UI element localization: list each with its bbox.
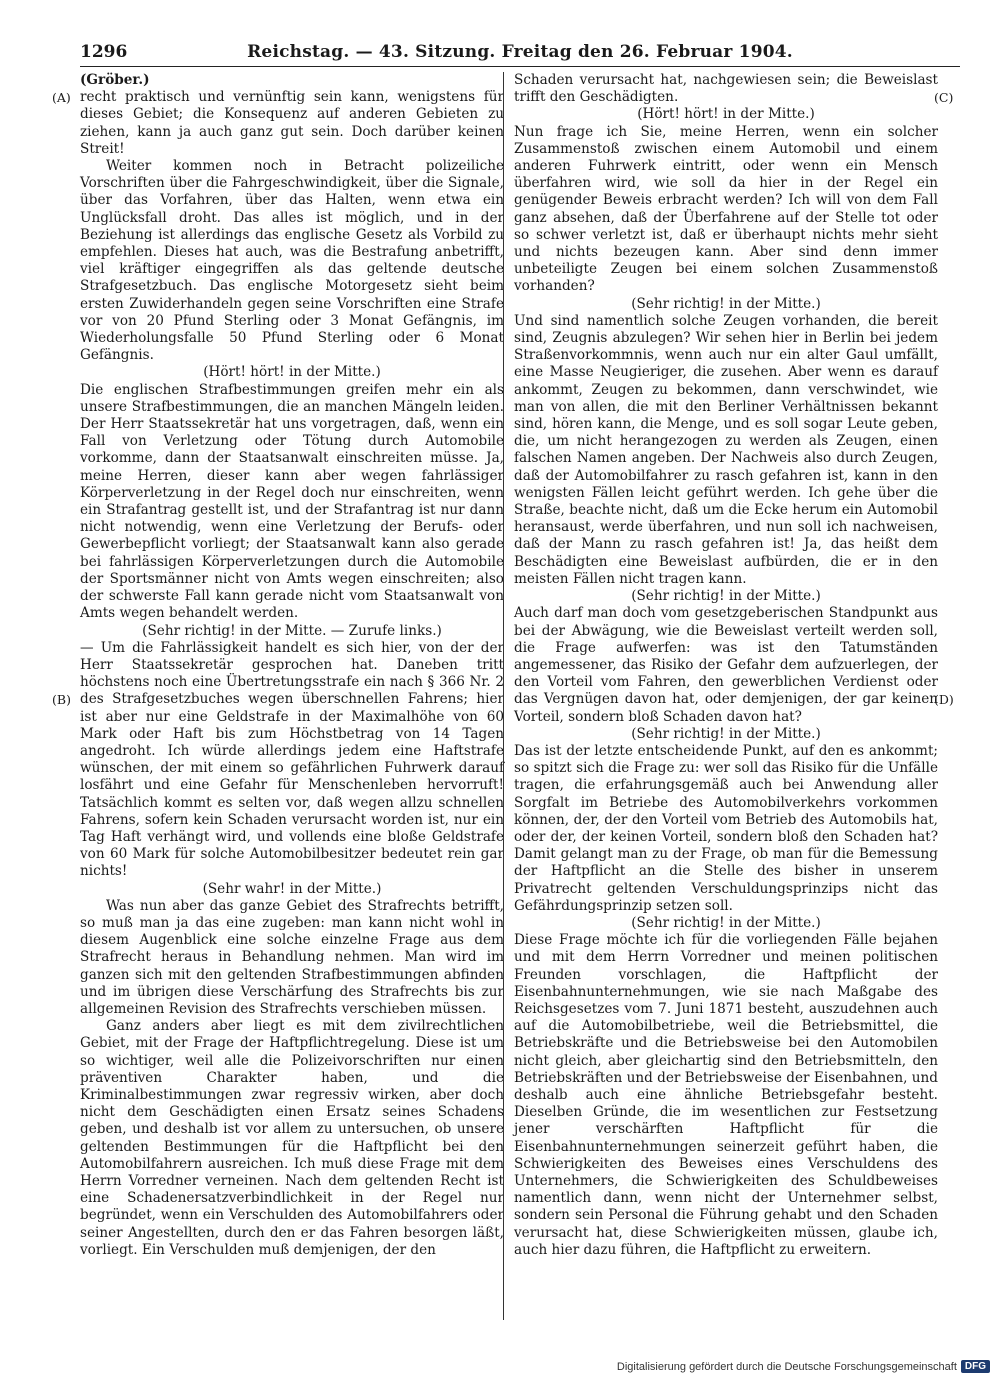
right-column xyxy=(514,72,938,1259)
paragraph: Auch darf man doch vom gesetzgeberischen Standpunkt aus bei der Abwägung, wie die Beweislast verteilt werden soll, die Frage aufwerfen: was ist den Tatumständen angemessener, das Risiko der Gefahr dem aufzuerlegen, der den Vorteil vom Fahren, den gewerblichen Verdienst oder das Vergnügen davon hat, oder demjenigen, der gar keinen Vorteil, sondern bloß Schaden davon hat? xyxy=(514,605,938,725)
footer xyxy=(617,1360,990,1373)
paragraph: Schaden verursacht hat, nachgewiesen sein; die Beweislast trifft den Geschädigten. xyxy=(514,72,938,106)
interjection: (Sehr richtig! in der Mitte.) xyxy=(631,725,821,742)
paragraph: Nun frage ich Sie, meine Herren, wenn ein solcher Zusammenstoß zwischen einem Automobil und einem anderen Fuhrwerk eintritt, oder wenn ein Mensch überfahren wird, wie soll da hier in der Regel ein genügender Beweis erbracht werden? Ich will von dem Fall ganz absehen, daß der Überfahrene auf der Stelle tot oder so schwer verletzt ist, daß er überhaupt nichts mehr sieht und nichts bezeugen kann. Aber sind denn immer unbeteiligte Zeugen bei einem solchen Zusammenstoß vorhanden? xyxy=(514,123,938,295)
paragraph: Diese Frage möchte ich für die vorliegenden Fälle bejahen und mit dem Herrn Vorredner und meinen politischen Freunden vorschlagen, die Haftpflicht der Eisenbahnunternehmungen, wie sie nach Maßgabe des Reichsgesetzes vom 7. Juni 1871 besteht, auszudehnen auch auf die Automobilbetriebe, weil die Betriebsmittel, die Betriebskräfte und die Betriebsweise bei den Automobilen nicht gleich, aber gleichartig sind den Betriebsmitteln, den Betriebskräften und der Betriebsweise der Eisenbahnen, und deshalb auch eine ähnliche Betriebsgefahr besteht. Dieselben Gründe, die im wesentlichen zur Festsetzung jener verschärften Haftpflicht für die Eisenbahnunternehmungen seinerzeit geführt haben, die Schwierigkeiten des Beweises eines Verschuldens des Unternehmers, die Schwierigkeiten des Schuldbeweises namentlich dann, wenn nicht der Unternehmer selbst, sondern sein Personal die Führung gehabt und den Schaden verursacht hat, diese Schwierigkeiten müssen, glaube ich, auch hier dazu führen, die Haftpflicht zu erweitern. xyxy=(514,932,938,1258)
interjection: (Sehr richtig! in der Mitte.) xyxy=(631,295,821,312)
paragraph: — Um die Fahrlässigkeit handelt es sich hier, von der der Herr Staatssekretär gesprochen hat. Daneben tritt höchstens noch eine Übertretungsstrafe ein nach § 366 Nr. 2 des Strafgesetzbuches wegen überschnellen Fahrens; hier ist aber nur eine Geldstrafe in der Maximalhöhe von 60 Mark oder Haft bis zum Höchstbetrag von 14 Tagen angedroht. Ich würde allerdings jedem eine Haftstrafe wünschen, der mit einem so gefährlichen Fuhrwerk darauf losfährt und eine Gefahr für Menschenleben hervorruft! Tatsächlich kommt es selten vor, daß wegen allzu schnellen Fahrens, sofern kein Schaden verursacht worden ist, nur ein Tag Haft verhängt wird, und vollends eine bloße Geldstrafe von 60 Mark für solche Automobilbesitzer bedeutet rein gar nichts! xyxy=(80,639,504,880)
running-title: Reichstag. — 43. Sitzung. Freitag den 26. Februar 1904. xyxy=(247,42,793,62)
paragraph: Was nun aber das ganze Gebiet des Strafrechts betrifft, so muß man ja das eine zugeben: man kann nicht wohl in diesem Augenblick eine solche einzelne Frage aus dem Strafrecht heraus in Behandlung nehmen. Man wird im ganzen sich mit den geltenden Strafbestimmungen abfinden und im übrigen diese Verschärfung des Strafrechts bis zur allgemeinen Revision des Strafrechts verschieben müssen. xyxy=(80,897,504,1017)
paragraph: Das ist der letzte entscheidende Punkt, auf den es ankommt; so spitzt sich die Frage zu: wer soll das Risiko für die Unfälle tragen, die erfahrungsgemäß auch bei Anwendung aller Sorgfalt im Betriebe des Automobilverkehrs vorkommen können, der, der den Vorteil vom Betrieb des Automobils hat, oder der, der keinen Vorteil, sondern bloß den Schaden hat? Damit gelangt man zu der Frage, ob man für die Bemessung der Haftpflicht an die Stelle des bisher in unserem Privatrecht geltenden Verschuldungsprinzips nicht das Gefährdungsprinzip setzen soll. xyxy=(514,742,938,914)
paragraph: Und sind namentlich solche Zeugen vorhanden, die bereit sind, Zeugnis abzulegen? Wir sehen hier in Berlin bei jedem Straßenvorkommnis, wenn auch nur ein alter Gaul umfällt, eine Masse Neugieriger, die zusehen. Aber wenn es darauf ankommt, Zeugen zu bekommen, dann verschwindet, wie man von allen, die mit den Berliner Verhältnissen bekannt sind, hören kann, die Menge, und es soll sogar Leute geben, die, um nicht herangezogen zu werden als Zeugen, einen falschen Namen angeben. Der Nachweis also durch Zeugen, daß der Automobilfahrer zu rasch gefahren ist, kann in den wenigsten Fällen leicht geführt werden. Ich gehe über die Straße, beachte nicht, daß um die Ecke herum ein Automobil heransaust, werde überfahren, und nun soll ich nachweisen, daß der Mann zu rasch gefahren ist! Ja, das heißt dem Beschädigten eine Beweislast aufbürden, die er in den meisten Fällen nicht tragen kann. xyxy=(514,312,938,587)
column-divider xyxy=(503,72,504,1320)
interjection: (Hört! hört! in der Mitte.) xyxy=(203,364,381,381)
dfg-logo: DFG xyxy=(961,1360,990,1373)
left-column xyxy=(80,72,504,1259)
margin-mark-d: (D) xyxy=(934,692,954,707)
interjection: (Sehr wahr! in der Mitte.) xyxy=(202,880,382,897)
page-number: 1296 xyxy=(80,42,128,62)
margin-mark-a: (A) xyxy=(52,90,71,105)
margin-mark-c: (C) xyxy=(934,90,954,105)
header-rule xyxy=(80,66,960,67)
footer-credit: Digitalisierung gefördert durch die Deutsche Forschungsgemeinschaft xyxy=(616,1360,957,1373)
interjection: (Sehr richtig! in der Mitte.) xyxy=(631,588,821,605)
paragraph: Weiter kommen noch in Betracht polizeiliche Vorschriften über die Fahrgeschwindigkeit, über die Signale, über das Vorfahren, über das Halten, wenn etwa ein Unglücksfall droht. Das alles ist möglich, und in der Beziehung ist allerdings das englische Gesetz als Vorbild zu empfehlen. Dieses hat auch, was die Bestrafung anbetrifft, viel kräftiger eingegriffen als das geltende deutsche Strafgesetzbuch. Das englische Motorgesetz sieht beim ersten Zuwiderhandeln gegen seine Vorschriften eine Strafe vor von 20 Pfund Sterling oder 3 Monat Gefängnis, im Wiederholungsfalle 50 Pfund Sterling oder 6 Monat Gefängnis. xyxy=(80,158,504,364)
interjection: (Sehr richtig! in der Mitte.) xyxy=(631,914,821,931)
paragraph: Ganz anders aber liegt es mit dem zivilrechtlichen Gebiet, mit der Frage der Haftpflichtregelung. Diese ist um so wichtiger, weil alle die Polizeivorschriften nur einen präventiven Charakter haben, und die Kriminalbestimmungen zwar regressiv wirken, aber doch nicht dem Geschädigten einen Ersatz seines Schadens geben, und deshalb ist vor allem zu untersuchen, ob unsere geltenden Bestimmungen für die Haftpflicht bei den Automobilfahrern ausreichen. Ich muß diese Frage mit dem Herrn Vorredner verneinen. Nach dem geltenden Recht ist eine Schadenersatzverbindlichkeit in der Regel nur begründet, wenn ein Verschulden des Automobilfahrers oder seiner Angestellten, durch den er das Fahren besorgen läßt, vorliegt. Ein Verschulden muß demjenigen, der den xyxy=(80,1018,504,1258)
paragraph: recht praktisch und vernünftig sein kann, wenigstens für dieses Gebiet; die Konsequenz auf anderen Gebieten zu ziehen, kann ja auch ganz gut sein. Doch darüber keinen Streit! xyxy=(80,89,504,157)
paragraph: Die englischen Strafbestimmungen greifen mehr ein als unsere Strafbestimmungen, die an manchen Mängeln leiden. Der Herr Staatssekretär hat uns vorgetragen, daß, wenn ein Fall von Verletzung oder Tötung durch Automobile vorkomme, dann der Staatsanwalt einschreiten müsse. Ja, meine Herren, dieser kann aber wegen fahrlässiger Körperverletzung in der Regel doch nur einschreiten, wenn ein Strafantrag gestellt ist, und der Strafantrag ist nur dann nicht notwendig, wenn eine Verletzung der Berufs- oder Gewerbepflicht vorliegt; der Staatsanwalt kann also gerade bei fahrlässigen Körperverletzungen durch die Automobile der Sportsmänner nicht von Amts wegen einschreiten; also der schwerste Fall kann gerade nicht vom Staatsanwalt von Amts wegen behandelt werden. xyxy=(80,381,504,622)
speaker-name: (Gröber.) xyxy=(80,72,150,88)
interjection: (Sehr richtig! in der Mitte. — Zurufe links.) xyxy=(142,622,442,639)
interjection: (Hört! hört! in der Mitte.) xyxy=(637,106,815,123)
margin-mark-b: (B) xyxy=(52,692,71,707)
